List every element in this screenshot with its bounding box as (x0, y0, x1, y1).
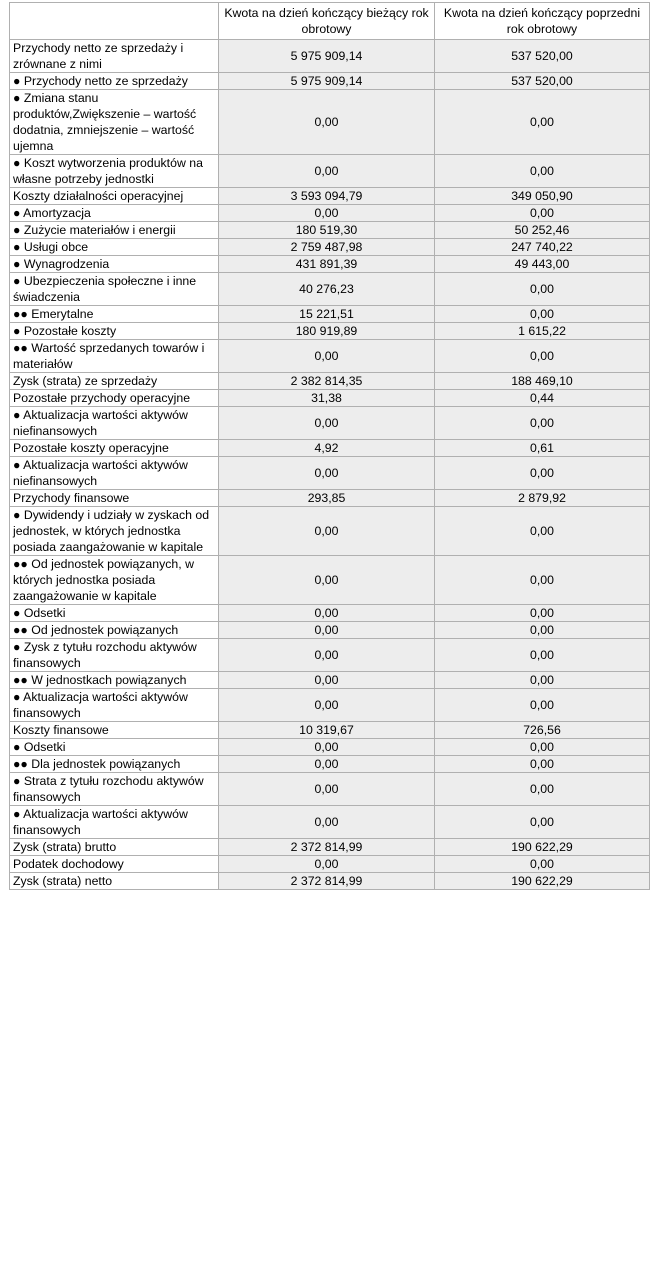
row-label: Koszty działalności operacyjnej (10, 188, 219, 205)
previous-year-value: 0,00 (435, 556, 650, 605)
previous-year-value: 0,00 (435, 856, 650, 873)
previous-year-value: 537 520,00 (435, 40, 650, 73)
table-row (10, 390, 650, 407)
table-row (10, 323, 650, 340)
current-year-value: 2 382 814,35 (219, 373, 435, 390)
row-label: ●● W jednostkach powiązanych (10, 672, 219, 689)
row-label: Przychody netto ze sprzedaży i zrównane z nimi (10, 40, 219, 73)
table-row (10, 622, 650, 639)
table-row (10, 756, 650, 773)
table-row (10, 739, 650, 756)
header-previous-year: Kwota na dzień kończący poprzedni rok obrotowy (435, 3, 650, 40)
header-corner-cell (10, 3, 219, 40)
header-row (10, 3, 650, 40)
previous-year-value: 726,56 (435, 722, 650, 739)
previous-year-value: 0,00 (435, 689, 650, 722)
table-row (10, 722, 650, 739)
current-year-value: 10 319,67 (219, 722, 435, 739)
table-row (10, 856, 650, 873)
row-label: ● Zmiana stanu produktów,Zwiększenie – wartość dodatnia, zmniejszenie – wartość ujemna (10, 90, 219, 155)
current-year-value: 0,00 (219, 689, 435, 722)
table-row (10, 340, 650, 373)
row-label: ●● Emerytalne (10, 306, 219, 323)
previous-year-value: 190 622,29 (435, 839, 650, 856)
current-year-value: 0,00 (219, 457, 435, 490)
table-row (10, 239, 650, 256)
table-row (10, 155, 650, 188)
table-row (10, 672, 650, 689)
row-label: ● Aktualizacja wartości aktywów niefinansowych (10, 457, 219, 490)
row-label: Przychody finansowe (10, 490, 219, 507)
table-row (10, 73, 650, 90)
previous-year-value: 0,00 (435, 457, 650, 490)
table-row (10, 689, 650, 722)
previous-year-value: 0,00 (435, 622, 650, 639)
row-label: Zysk (strata) netto (10, 873, 219, 890)
current-year-value: 15 221,51 (219, 306, 435, 323)
previous-year-value: 0,00 (435, 605, 650, 622)
previous-year-value: 0,00 (435, 507, 650, 556)
current-year-value: 0,00 (219, 639, 435, 672)
current-year-value: 0,00 (219, 605, 435, 622)
table-row (10, 457, 650, 490)
previous-year-value: 0,00 (435, 756, 650, 773)
current-year-value: 0,00 (219, 672, 435, 689)
row-label: Zysk (strata) brutto (10, 839, 219, 856)
current-year-value: 3 593 094,79 (219, 188, 435, 205)
row-label: Pozostałe koszty operacyjne (10, 440, 219, 457)
table-row (10, 90, 650, 155)
table-row (10, 306, 650, 323)
current-year-value: 40 276,23 (219, 273, 435, 306)
current-year-value: 5 975 909,14 (219, 73, 435, 90)
table-row (10, 273, 650, 306)
table-row (10, 806, 650, 839)
current-year-value: 0,00 (219, 756, 435, 773)
row-label: ●● Dla jednostek powiązanych (10, 756, 219, 773)
previous-year-value: 190 622,29 (435, 873, 650, 890)
current-year-value: 0,00 (219, 155, 435, 188)
previous-year-value: 0,00 (435, 739, 650, 756)
current-year-value: 0,00 (219, 205, 435, 222)
current-year-value: 2 759 487,98 (219, 239, 435, 256)
previous-year-value: 0,00 (435, 306, 650, 323)
row-label: ● Strata z tytułu rozchodu aktywów finansowych (10, 773, 219, 806)
row-label: ● Ubezpieczenia społeczne i inne świadczenia (10, 273, 219, 306)
current-year-value: 293,85 (219, 490, 435, 507)
row-label: ● Koszt wytworzenia produktów na własne potrzeby jednostki (10, 155, 219, 188)
previous-year-value: 0,00 (435, 340, 650, 373)
row-label: ● Wynagrodzenia (10, 256, 219, 273)
table-row (10, 205, 650, 222)
current-year-value: 2 372 814,99 (219, 873, 435, 890)
row-label: Pozostałe przychody operacyjne (10, 390, 219, 407)
row-label: ● Dywidendy i udziały w zyskach od jednostek, w których jednostka posiada zaangażowanie w kapitale (10, 507, 219, 556)
row-label: Zysk (strata) ze sprzedaży (10, 373, 219, 390)
row-label: Podatek dochodowy (10, 856, 219, 873)
previous-year-value: 0,00 (435, 639, 650, 672)
current-year-value: 31,38 (219, 390, 435, 407)
current-year-value: 0,00 (219, 507, 435, 556)
current-year-value: 2 372 814,99 (219, 839, 435, 856)
current-year-value: 0,00 (219, 340, 435, 373)
row-label: ● Zużycie materiałów i energii (10, 222, 219, 239)
row-label: ● Przychody netto ze sprzedaży (10, 73, 219, 90)
previous-year-value: 0,00 (435, 806, 650, 839)
row-label: ●● Od jednostek powiązanych, w których jednostka posiada zaangażowanie w kapitale (10, 556, 219, 605)
previous-year-value: 349 050,90 (435, 188, 650, 205)
row-label: Koszty finansowe (10, 722, 219, 739)
table-row (10, 507, 650, 556)
table-row (10, 773, 650, 806)
row-label: ● Aktualizacja wartości aktywów niefinansowych (10, 407, 219, 440)
table-row (10, 556, 650, 605)
previous-year-value: 0,44 (435, 390, 650, 407)
table-row (10, 873, 650, 890)
current-year-value: 180 519,30 (219, 222, 435, 239)
current-year-value: 431 891,39 (219, 256, 435, 273)
table-row (10, 373, 650, 390)
row-label: ● Pozostałe koszty (10, 323, 219, 340)
previous-year-value: 537 520,00 (435, 73, 650, 90)
row-label: ● Amortyzacja (10, 205, 219, 222)
table-row (10, 639, 650, 672)
header-current-year: Kwota na dzień kończący bieżący rok obrotowy (219, 3, 435, 40)
previous-year-value: 247 740,22 (435, 239, 650, 256)
row-label: ●● Od jednostek powiązanych (10, 622, 219, 639)
row-label: ● Aktualizacja wartości aktywów finansowych (10, 689, 219, 722)
table-row (10, 40, 650, 73)
previous-year-value: 0,00 (435, 273, 650, 306)
current-year-value: 0,00 (219, 90, 435, 155)
row-label: ●● Wartość sprzedanych towarów i materiałów (10, 340, 219, 373)
income-statement-table (9, 2, 650, 890)
previous-year-value: 50 252,46 (435, 222, 650, 239)
previous-year-value: 1 615,22 (435, 323, 650, 340)
table-row (10, 605, 650, 622)
current-year-value: 0,00 (219, 407, 435, 440)
previous-year-value: 0,61 (435, 440, 650, 457)
current-year-value: 0,00 (219, 622, 435, 639)
row-label: ● Usługi obce (10, 239, 219, 256)
row-label: ● Odsetki (10, 605, 219, 622)
current-year-value: 180 919,89 (219, 323, 435, 340)
current-year-value: 4,92 (219, 440, 435, 457)
previous-year-value: 0,00 (435, 672, 650, 689)
current-year-value: 0,00 (219, 773, 435, 806)
current-year-value: 0,00 (219, 739, 435, 756)
table-row (10, 256, 650, 273)
current-year-value: 0,00 (219, 556, 435, 605)
table-row (10, 188, 650, 205)
table-row (10, 839, 650, 856)
row-label: ● Zysk z tytułu rozchodu aktywów finansowych (10, 639, 219, 672)
previous-year-value: 0,00 (435, 407, 650, 440)
table-row (10, 490, 650, 507)
table-row (10, 440, 650, 457)
current-year-value: 0,00 (219, 806, 435, 839)
table-row (10, 407, 650, 440)
previous-year-value: 0,00 (435, 773, 650, 806)
previous-year-value: 0,00 (435, 90, 650, 155)
row-label: ● Odsetki (10, 739, 219, 756)
previous-year-value: 0,00 (435, 155, 650, 188)
previous-year-value: 49 443,00 (435, 256, 650, 273)
income-statement-body (10, 3, 650, 890)
previous-year-value: 0,00 (435, 205, 650, 222)
current-year-value: 5 975 909,14 (219, 40, 435, 73)
table-row (10, 222, 650, 239)
previous-year-value: 188 469,10 (435, 373, 650, 390)
previous-year-value: 2 879,92 (435, 490, 650, 507)
current-year-value: 0,00 (219, 856, 435, 873)
row-label: ● Aktualizacja wartości aktywów finansowych (10, 806, 219, 839)
